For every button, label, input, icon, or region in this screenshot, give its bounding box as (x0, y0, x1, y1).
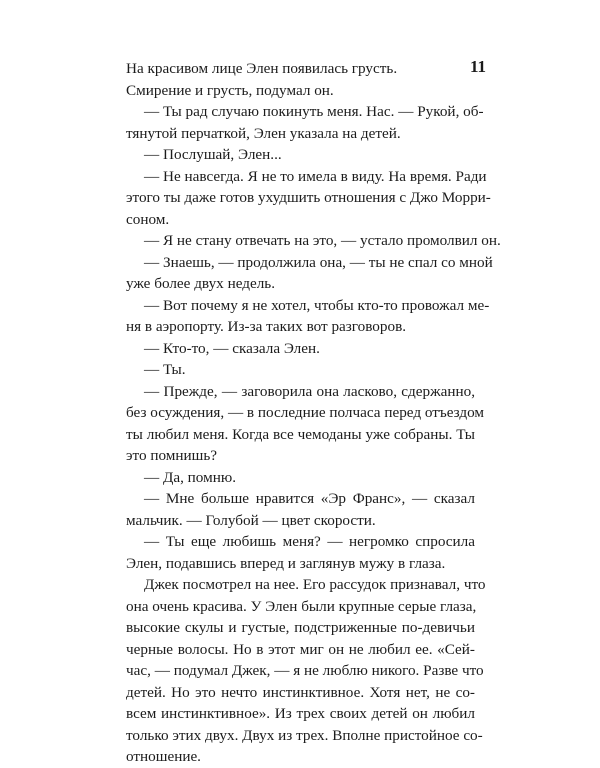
text-line: только этих двух. Двух из трех. Вполне пристойное со- (126, 726, 483, 744)
text-line: — Знаешь, — продолжила она, — ты не спал со мной (144, 253, 493, 271)
text-line: — Прежде, — заговорила она ласково, сдержанно, (144, 382, 475, 400)
text-line: высокие скулы и густые, подстриженные по-девичьи (126, 619, 475, 636)
text-line: — Ты рад случаю покинуть меня. Нас. — Рукой, об- (144, 103, 484, 120)
text-line: — Ты еще любишь меня? — негромко спросила (144, 533, 475, 550)
text-line: всем инстинктивное». Из трех своих детей он любил (126, 705, 475, 722)
text-line: — Не навсегда. Я не то имела в виду. На время. Ради (144, 167, 487, 185)
text-line: — Мне больше нравится «Эр Франс», — сказал (144, 490, 475, 507)
text-line: — Кто-то, — сказала Элен. (144, 339, 320, 357)
text-line: — Ты. (144, 361, 186, 378)
text-line: мальчик. — Голубой — цвет скорости. (126, 511, 376, 529)
text-line: На красивом лице Элен появилась грусть. (126, 60, 398, 77)
text-line: Элен, подавшись вперед и заглянув мужу в глаза. (126, 554, 446, 572)
text-line: она очень красива. У Элен были крупные серые глаза, (126, 597, 477, 615)
text-line: Смирение и грусть, подумал он. (126, 81, 334, 99)
text-line: — Да, помню. (144, 468, 236, 486)
text-line: — Вот почему я не хотел, чтобы кто-то провожал ме- (144, 296, 490, 314)
text-line: Джек посмотрел на нее. Его рассудок признавал, что (144, 576, 486, 593)
text-line: без осуждения, — в последние полчаса перед отъездом (126, 404, 485, 421)
text-line: — Я не стану отвечать на это, — устало промолвил он. (144, 232, 501, 249)
text-line: этого ты даже готов ухудшить отношения с Джо Морри- (126, 189, 491, 206)
text-line: час, — подумал Джек, — я не люблю никого. Разве что (126, 662, 484, 679)
text-line: черные волосы. Но в этот миг он не любил ее. «Сей- (126, 640, 475, 658)
text-line: соном. (126, 210, 170, 228)
page-number: 11 (469, 57, 486, 76)
text-line: — Послушай, Элен... (144, 146, 282, 163)
text-line: отношение. (126, 748, 201, 765)
text-line: тянутой перчаткой, Элен указала на детей. (126, 124, 401, 142)
text-line: детей. Но это нечто инстинктивное. Хотя нет, не со- (126, 683, 475, 701)
text-line: ты любил меня. Когда все чемоданы уже собраны. Ты (126, 425, 475, 443)
text-line: уже более двух недель. (126, 275, 276, 292)
text-line: ня в аэропорту. Из-за таких вот разговоров. (126, 318, 407, 335)
text-line: это помнишь? (126, 447, 218, 464)
